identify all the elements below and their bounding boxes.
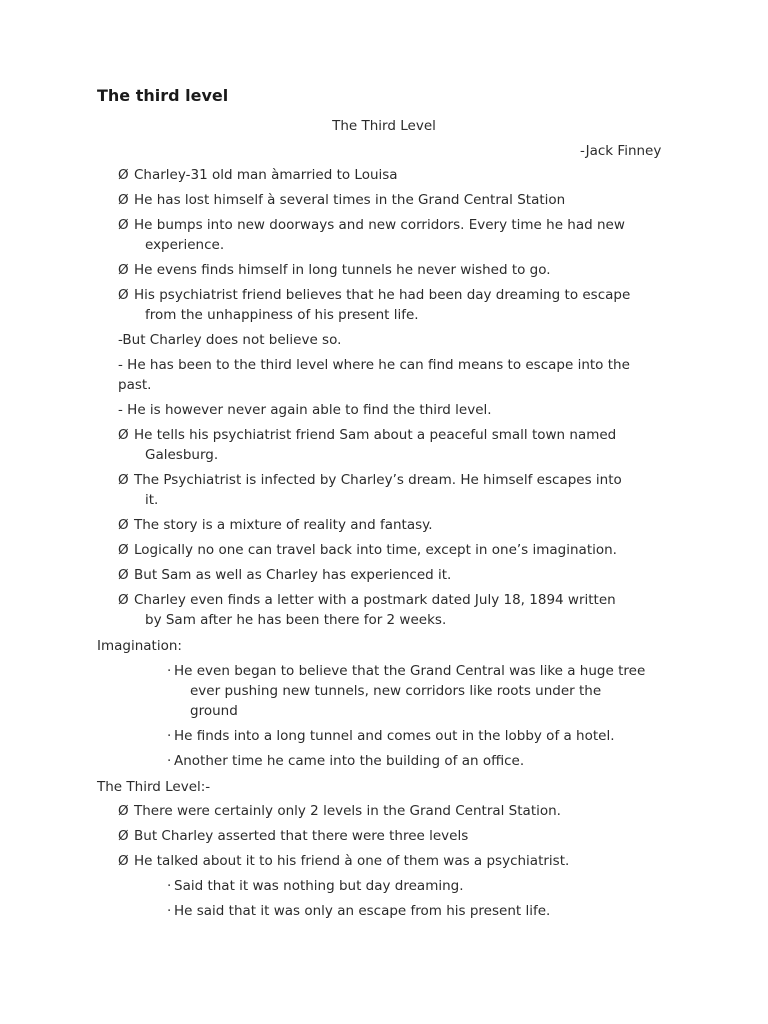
bullet-icon: Ø: [118, 192, 129, 208]
bullet-icon: Ø: [118, 803, 129, 819]
list-item: [118, 826, 678, 846]
sub-list-item: [167, 751, 687, 771]
bullet-icon: Ø: [118, 828, 129, 844]
sub-list-item: [167, 726, 687, 746]
list-item: [118, 470, 678, 510]
bullet-icon: Ø: [118, 262, 129, 278]
bullet-icon: Ø: [118, 517, 129, 533]
sub-bullet-icon: ·: [167, 663, 172, 679]
list-item-text: But Sam as well as Charley has experienced it.: [134, 567, 452, 583]
list-item: [118, 260, 678, 280]
document-title: The Third Level: [332, 118, 436, 134]
document-author: -Jack Finney: [580, 143, 662, 159]
bullet-icon: Ø: [118, 542, 129, 558]
sub-list-item-text: He said that it was only an escape from his present life.: [174, 903, 551, 919]
dash-item-text: - He has been to the third level where he can find means to escape into the: [118, 357, 630, 373]
list-item-continuation: from the unhappiness of his present life.: [145, 307, 419, 323]
list-item-text: The story is a mixture of reality and fantasy.: [134, 517, 433, 533]
list-item: [118, 285, 678, 325]
sub-list-item-continuation: ground: [190, 703, 238, 719]
section-label-third-level: The Third Level:-: [97, 779, 211, 795]
bullet-icon: Ø: [118, 853, 129, 869]
sub-list-item: [167, 901, 687, 921]
list-item-text: He evens finds himself in long tunnels he never wished to go.: [134, 262, 551, 278]
dash-item: -But Charley does not believe so.: [118, 332, 342, 348]
sub-list-item-text: Another time he came into the building of an office.: [174, 753, 525, 769]
bullet-icon: Ø: [118, 217, 129, 233]
sub-list-item-text: He even began to believe that the Grand Central was like a huge tree: [174, 663, 646, 679]
sub-list-item: [167, 661, 687, 721]
list-item: [118, 190, 678, 210]
bullet-icon: Ø: [118, 472, 129, 488]
bullet-icon: Ø: [118, 287, 129, 303]
list-item-continuation: by Sam after he has been there for 2 weeks.: [145, 612, 447, 628]
list-item: [118, 515, 678, 535]
section-label-imagination: Imagination:: [97, 638, 182, 654]
list-item-text: But Charley asserted that there were three levels: [134, 828, 469, 844]
list-item: [118, 165, 678, 185]
list-item-text: Logically no one can travel back into time, except in one’s imagination.: [134, 542, 617, 558]
list-item-text: Charley-31 old man àmarried to Louisa: [134, 167, 398, 183]
list-item-text: Charley even finds a letter with a postmark dated July 18, 1894 written: [134, 592, 616, 608]
list-item-text: The Psychiatrist is infected by Charley’s dream. He himself escapes into: [134, 472, 622, 488]
list-item: [118, 565, 678, 585]
list-item-text: There were certainly only 2 levels in the Grand Central Station.: [134, 803, 561, 819]
list-item: [118, 851, 678, 871]
sub-bullet-icon: ·: [167, 878, 172, 894]
list-item-text: He tells his psychiatrist friend Sam about a peaceful small town named: [134, 427, 617, 443]
bullet-icon: Ø: [118, 592, 129, 608]
bullet-icon: Ø: [118, 167, 129, 183]
list-item-text: He talked about it to his friend à one of them was a psychiatrist.: [134, 853, 570, 869]
sub-bullet-icon: ·: [167, 903, 172, 919]
list-item: [118, 425, 678, 465]
dash-item-continuation: past.: [118, 377, 152, 393]
bullet-icon: Ø: [118, 427, 129, 443]
sub-list-item-text: He finds into a long tunnel and comes out in the lobby of a hotel.: [174, 728, 615, 744]
bullet-icon: Ø: [118, 567, 129, 583]
list-item-continuation: it.: [145, 492, 159, 508]
list-item-continuation: experience.: [145, 237, 225, 253]
list-item: [118, 540, 678, 560]
dash-item: [118, 355, 678, 395]
sub-list-item: [167, 876, 687, 896]
list-item: [118, 801, 678, 821]
list-item: [118, 215, 678, 255]
list-item-continuation: Galesburg.: [145, 447, 219, 463]
list-item-text: He bumps into new doorways and new corridors. Every time he had new: [134, 217, 625, 233]
list-item-text: He has lost himself à several times in the Grand Central Station: [134, 192, 566, 208]
list-item: [118, 590, 678, 630]
dash-item: - He is however never again able to find the third level.: [118, 402, 492, 418]
sub-bullet-icon: ·: [167, 753, 172, 769]
list-item-text: His psychiatrist friend believes that he had been day dreaming to escape: [134, 287, 631, 303]
page-heading: The third level: [97, 86, 229, 105]
sub-list-item-text: Said that it was nothing but day dreaming.: [174, 878, 464, 894]
sub-list-item-continuation: ever pushing new tunnels, new corridors like roots under the: [190, 683, 602, 699]
sub-bullet-icon: ·: [167, 728, 172, 744]
